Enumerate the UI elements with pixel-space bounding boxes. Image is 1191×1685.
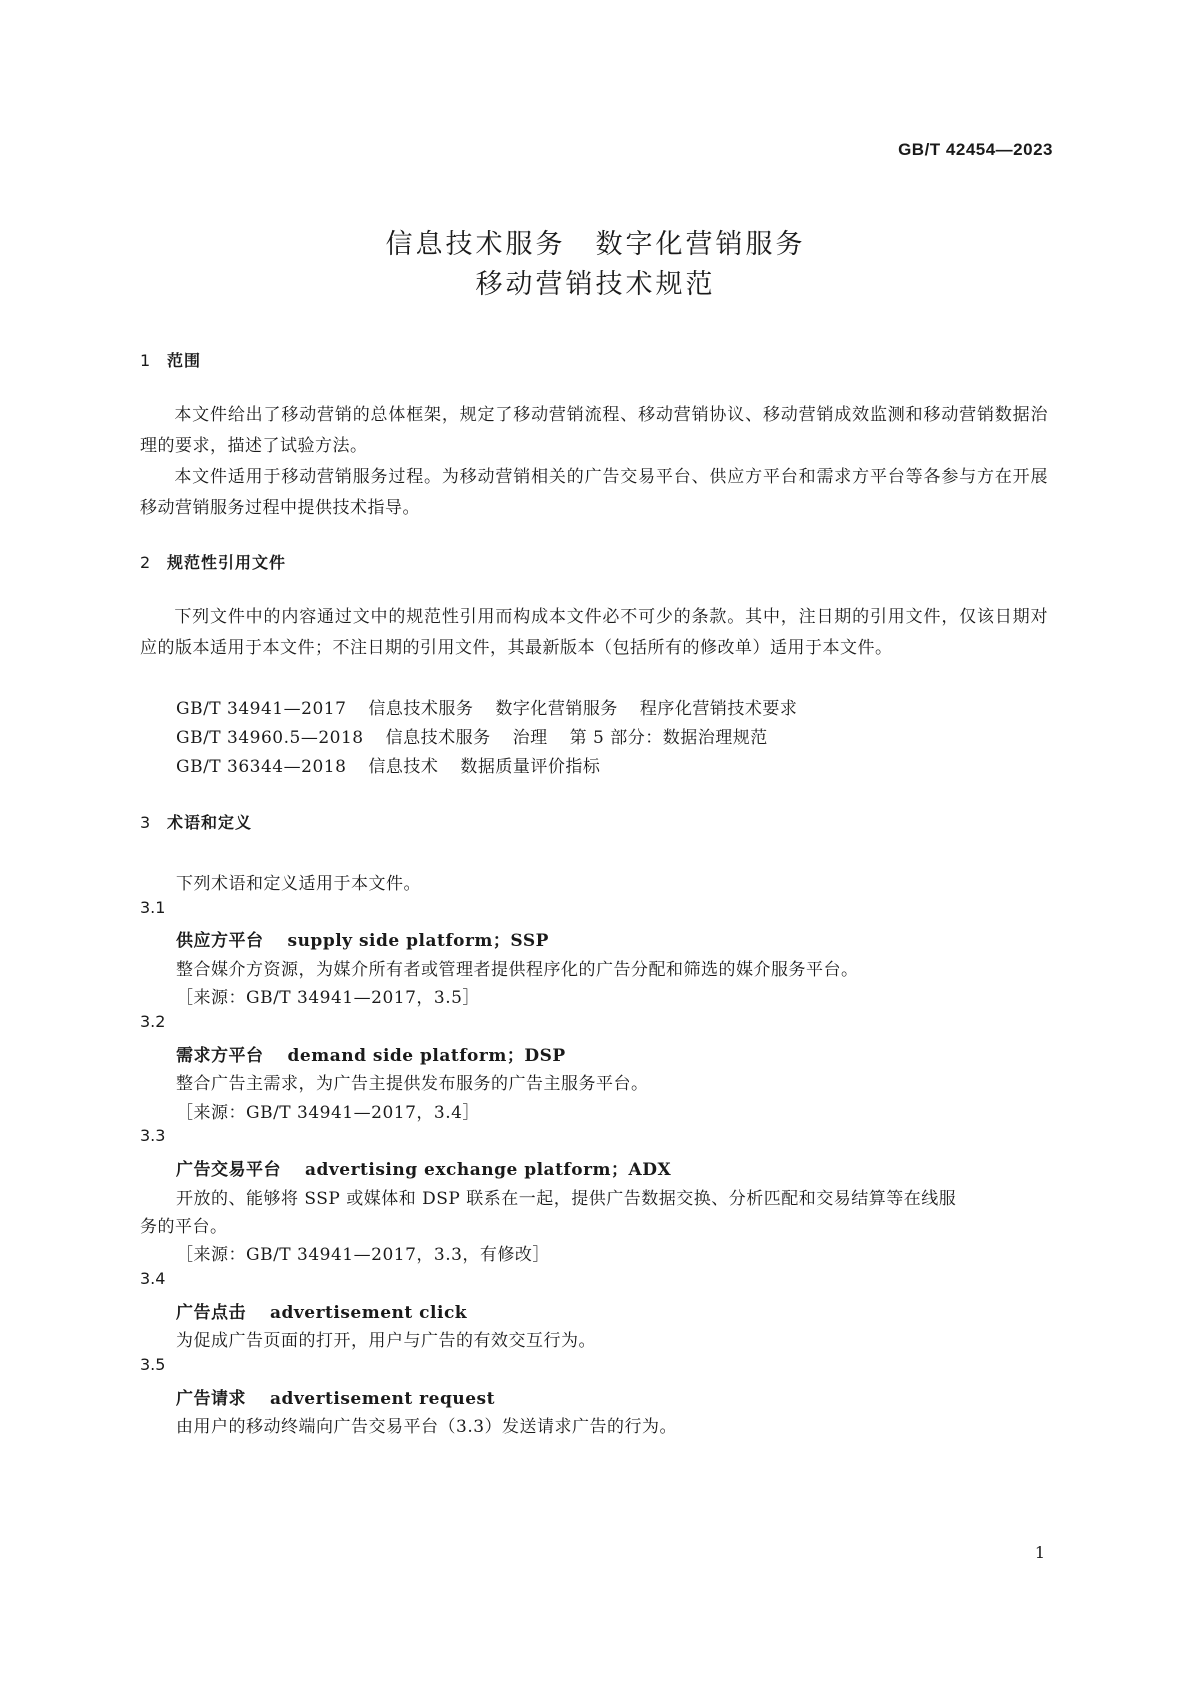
reference-title-part: 信息技术	[368, 757, 439, 777]
term-source: ［来源：GB/T 34941—2017，3.5］	[176, 988, 480, 1008]
term-source: ［来源：GB/T 34941—2017，3.3，有修改］	[176, 1245, 550, 1265]
section-2-heading	[140, 550, 286, 573]
term-definition: 整合媒介方资源，为媒介所有者或管理者提供程序化的广告分配和筛选的媒介服务平台。	[176, 960, 859, 980]
term-number: 3.5	[140, 1355, 166, 1374]
term-number: 3.4	[140, 1269, 166, 1288]
reference-title-part: 治理	[512, 728, 548, 748]
term-number: 3.2	[140, 1012, 166, 1031]
term-definition: 整合广告主需求，为广告主提供发布服务的广告主服务平台。	[176, 1074, 649, 1094]
section-1-heading	[140, 348, 201, 371]
term-title	[176, 1384, 495, 1409]
paragraph-text: 下列文件中的内容通过文中的规范性引用而构成本文件必不可少的条款。其中，注日期的引用文件，仅该日期对应的版本适用于本文件；不注日期的引用文件，其最新版本（包括所有的修改单）适用于本文件。	[140, 607, 1048, 658]
paragraph-text: 本文件给出了移动营销的总体框架，规定了移动营销流程、移动营销协议、移动营销成效监测和移动营销数据治理的要求，描述了试验方法。	[140, 405, 1048, 456]
document-title-line1: 信息技术服务 数字化营销服务	[385, 229, 806, 260]
section-1-paragraph-1	[140, 400, 1048, 462]
term-en: supply side platform；SSP	[287, 931, 549, 951]
reference-title-part: 信息技术服务	[368, 699, 474, 719]
term-cn: 广告点击	[176, 1303, 246, 1323]
term-source: ［来源：GB/T 34941—2017，3.4］	[176, 1103, 480, 1123]
reference-code: GB/T 34960.5—2018	[176, 728, 364, 748]
term-definition: 为促成广告页面的打开，用户与广告的有效交互行为。	[176, 1331, 596, 1351]
reference-title-part: 第 5 部分：数据治理规范	[569, 728, 768, 748]
section-3-heading	[140, 810, 252, 833]
term-cn: 广告交易平台	[176, 1160, 281, 1180]
section-number: 1	[140, 351, 152, 370]
section-number: 2	[140, 553, 152, 572]
term-number: 3.3	[140, 1126, 166, 1145]
term-cn: 广告请求	[176, 1389, 246, 1409]
term-title	[176, 926, 549, 951]
term-definition-continued: 务的平台。	[140, 1217, 228, 1237]
section-title: 范围	[167, 351, 202, 370]
reference-code: GB/T 34941—2017	[176, 699, 347, 719]
section-2-paragraph-1	[140, 602, 1048, 664]
document-title-line2: 移动营销技术规范	[475, 269, 716, 300]
section-title: 术语和定义	[167, 813, 253, 832]
reference-title-part: 数据质量评价指标	[460, 757, 601, 777]
section-number: 3	[140, 813, 152, 832]
term-definition: 开放的、能够将 SSP 或媒体和 DSP 联系在一起，提供广告数据交换、分析匹配和交易结算等在线服	[176, 1189, 957, 1209]
page-number: 1	[1034, 1543, 1045, 1562]
term-title	[176, 1041, 566, 1066]
term-number: 3.1	[140, 898, 166, 917]
term-cn: 供应方平台	[176, 931, 264, 951]
normative-reference	[176, 694, 797, 719]
normative-reference	[176, 723, 768, 748]
term-definition: 由用户的移动终端向广告交易平台（3.3）发送请求广告的行为。	[176, 1417, 678, 1437]
term-en: advertising exchange platform；ADX	[305, 1160, 672, 1180]
term-en: advertisement request	[270, 1389, 495, 1409]
normative-reference	[176, 752, 600, 777]
term-en: demand side platform；DSP	[287, 1046, 566, 1066]
reference-title-part: 程序化营销技术要求	[639, 699, 798, 719]
term-cn: 需求方平台	[176, 1046, 264, 1066]
term-title	[176, 1155, 671, 1180]
section-1-paragraph-2	[140, 462, 1048, 524]
section-title: 规范性引用文件	[167, 553, 287, 572]
reference-title-part: 数字化营销服务	[495, 699, 618, 719]
standard-code: GB/T 42454—2023	[898, 140, 1053, 159]
paragraph-text: 本文件适用于移动营销服务过程。为移动营销相关的广告交易平台、供应方平台和需求方平台等各参与方在开展移动营销服务过程中提供技术指导。	[140, 467, 1048, 518]
term-title	[176, 1298, 467, 1323]
reference-title-part: 信息技术服务	[385, 728, 491, 748]
term-en: advertisement click	[270, 1303, 468, 1323]
section-3-intro: 下列术语和定义适用于本文件。	[176, 874, 421, 894]
reference-code: GB/T 36344—2018	[176, 757, 347, 777]
